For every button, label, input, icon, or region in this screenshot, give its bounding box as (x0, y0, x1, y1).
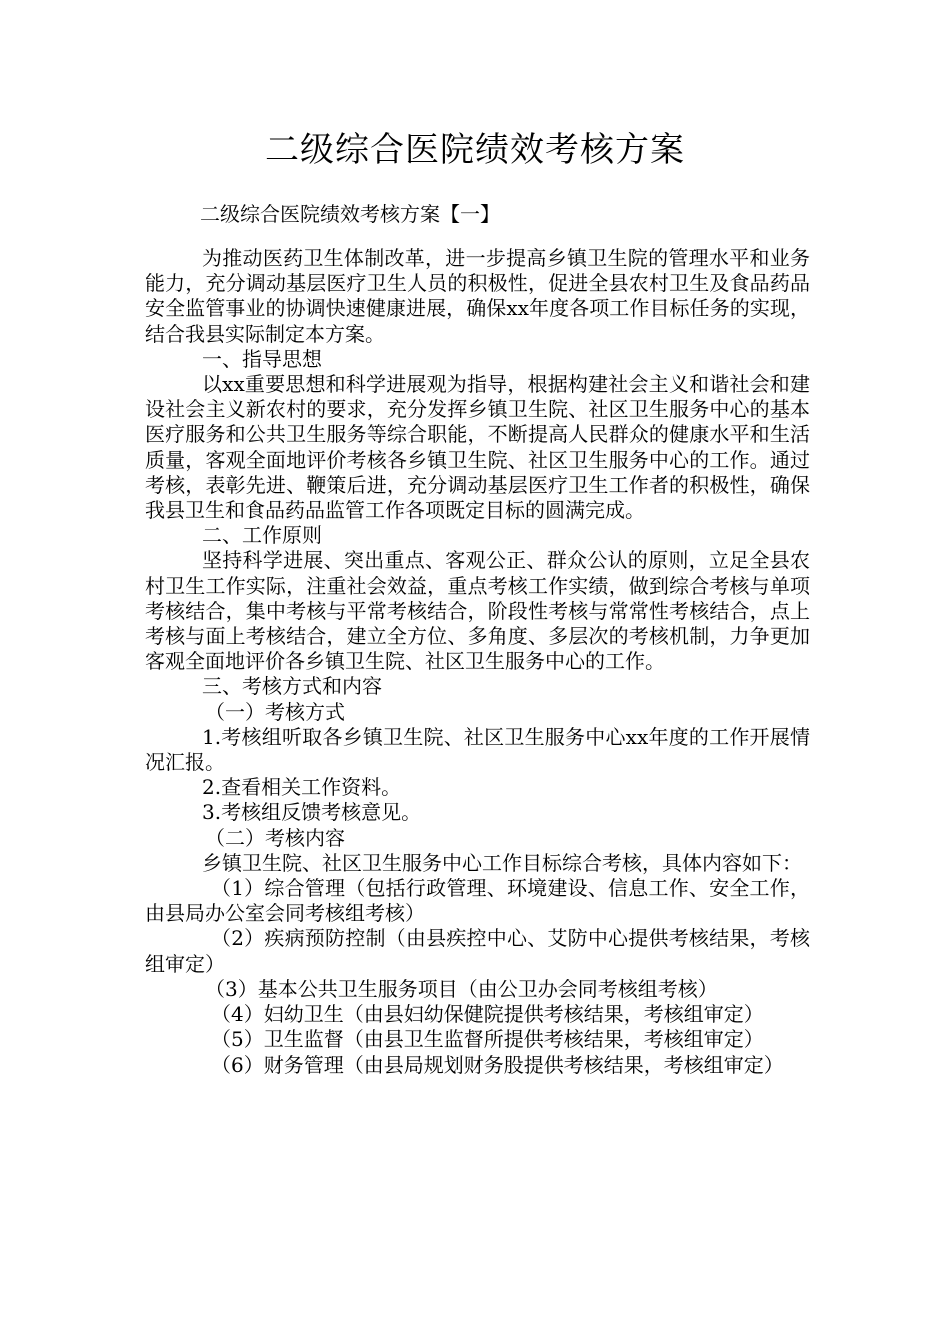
section-heading-principles: 二、工作原则 (202, 523, 322, 548)
document-subtitle: 二级综合医院绩效考核方案【一】 (200, 202, 500, 226)
method-item-2: 2.查看相关工作资料。 (202, 775, 402, 800)
content-item-4: （4）妇幼卫生（由县妇幼保健院提供考核结果，考核组审定） (211, 1002, 764, 1027)
guiding-thought-paragraph: 以xx重要思想和科学进展观为指导，根据构建社会主义和谐社会和建设社会主义新农村的要求，充分发挥乡镇卫生院、社区卫生服务中心的基本医疗服务和公共卫生服务等综合职能，不断提高人民群众的健康水平和生活质量，客观全面地评价考核各乡镇卫生院、社区卫生服务中心的工作。通过考核，表彰先进、鞭策后进，充分调动基层医疗卫生工作者的积极性，确保我县卫生和食品药品监管工作各项既定目标的圆满完成。 (145, 372, 810, 523)
intro-paragraph: 为推动医药卫生体制改革，进一步提高乡镇卫生院的管理水平和业务能力，充分调动基层医疗卫生人员的积极性，促进全县农村卫生及食品药品安全监管事业的协调快速健康进展，确保xx年度各项工作目标任务的实现，结合我县实际制定本方案。 (145, 246, 810, 346)
content-item-5: （5）卫生监督（由县卫生监督所提供考核结果，考核组审定） (211, 1027, 764, 1052)
document-body (145, 246, 810, 1078)
content-item-6: （6）财务管理（由县局规划财务股提供考核结果，考核组审定） (211, 1052, 784, 1077)
document-title: 二级综合医院绩效考核方案 (265, 130, 685, 170)
content-item-1: （1）综合管理（包括行政管理、环境建设、信息工作、安全工作，由县局办公室会同考核组考核） (145, 876, 810, 926)
content-intro-paragraph: 乡镇卫生院、社区卫生服务中心工作目标综合考核，具体内容如下： (202, 850, 802, 875)
subsection-heading-assessment-method: （一）考核方式 (205, 699, 345, 724)
method-item-1: 1.考核组听取各乡镇卫生院、社区卫生服务中心xx年度的工作开展情况汇报。 (145, 724, 810, 775)
subsection-heading-assessment-content: （二）考核内容 (205, 825, 345, 850)
content-item-2: （2）疾病预防控制（由县疾控中心、艾防中心提供考核结果，考核组审定） (145, 926, 810, 976)
section-heading-methods: 三、考核方式和内容 (202, 674, 382, 699)
method-item-3: 3.考核组反馈考核意见。 (202, 800, 422, 825)
principles-paragraph: 坚持科学进展、突出重点、客观公正、群众公认的原则，立足全县农村卫生工作实际，注重社会效益，重点考核工作实绩，做到综合考核与单项考核结合，集中考核与平常考核结合，阶段性考核与常常性考核结合，点上考核与面上考核结合，建立全方位、多角度、多层次的考核机制，力争更加客观全面地评价各乡镇卫生院、社区卫生服务中心的工作。 (145, 548, 810, 674)
content-item-3: （3）基本公共卫生服务项目（由公卫办会同考核组考核） (205, 976, 718, 1001)
section-heading-guiding-thought: 一、指导思想 (202, 346, 322, 371)
